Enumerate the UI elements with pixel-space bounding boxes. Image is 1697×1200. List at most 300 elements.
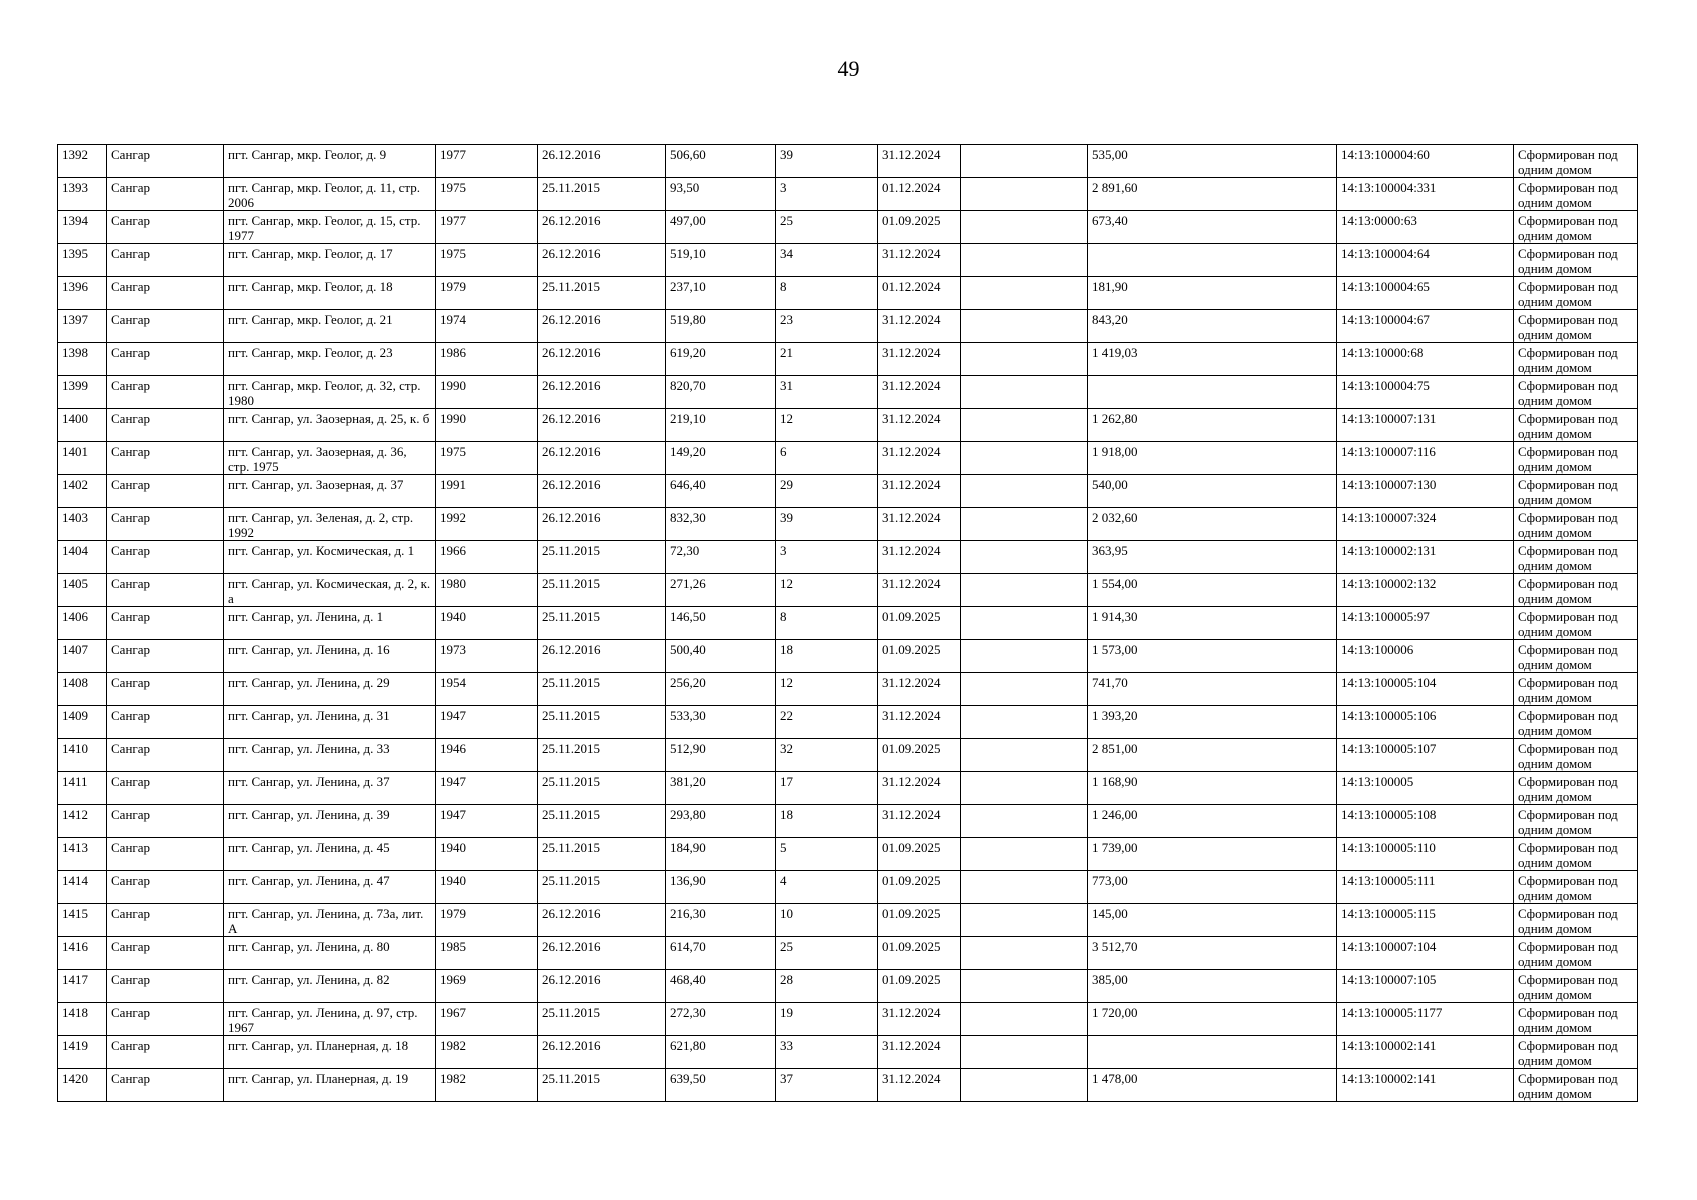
deadline-date-cell: 31.12.2024 xyxy=(878,442,961,475)
units-count-cell: 23 xyxy=(776,310,878,343)
empty-cell xyxy=(961,178,1088,211)
locality-cell: Сангар xyxy=(107,145,224,178)
year-built-cell: 1979 xyxy=(436,904,538,937)
deadline-date-cell: 31.12.2024 xyxy=(878,508,961,541)
note-cell: Сформирован под одним домом xyxy=(1514,805,1638,838)
note-cell: Сформирован под одним домом xyxy=(1514,277,1638,310)
table-row xyxy=(58,871,1638,904)
cost-cell: 145,00 xyxy=(1088,904,1337,937)
year-built-cell: 1977 xyxy=(436,145,538,178)
inclusion-date-cell: 26.12.2016 xyxy=(538,904,666,937)
area-cell: 500,40 xyxy=(666,640,776,673)
cadastral-number-cell: 14:13:100005:111 xyxy=(1337,871,1514,904)
deadline-date-cell: 01.09.2025 xyxy=(878,838,961,871)
table-row xyxy=(58,607,1638,640)
deadline-date-cell: 31.12.2024 xyxy=(878,145,961,178)
area-cell: 533,30 xyxy=(666,706,776,739)
cadastral-number-cell: 14:13:100004:67 xyxy=(1337,310,1514,343)
cost-cell xyxy=(1088,376,1337,409)
row-number-cell: 1413 xyxy=(58,838,107,871)
deadline-date-cell: 01.12.2024 xyxy=(878,178,961,211)
locality-cell: Сангар xyxy=(107,607,224,640)
row-number-cell: 1394 xyxy=(58,211,107,244)
deadline-date-cell: 31.12.2024 xyxy=(878,574,961,607)
cost-cell: 1 478,00 xyxy=(1088,1069,1337,1102)
row-number-cell: 1396 xyxy=(58,277,107,310)
cadastral-number-cell: 14:13:100005:104 xyxy=(1337,673,1514,706)
inclusion-date-cell: 25.11.2015 xyxy=(538,541,666,574)
empty-cell xyxy=(961,838,1088,871)
cadastral-number-cell: 14:13:100005 xyxy=(1337,772,1514,805)
year-built-cell: 1947 xyxy=(436,772,538,805)
deadline-date-cell: 01.09.2025 xyxy=(878,640,961,673)
cadastral-number-cell: 14:13:100002:141 xyxy=(1337,1036,1514,1069)
units-count-cell: 19 xyxy=(776,1003,878,1036)
address-cell: пгт. Сангар, мкр. Геолог, д. 18 xyxy=(224,277,436,310)
inclusion-date-cell: 25.11.2015 xyxy=(538,805,666,838)
cadastral-number-cell: 14:13:100007:130 xyxy=(1337,475,1514,508)
row-number-cell: 1392 xyxy=(58,145,107,178)
year-built-cell: 1990 xyxy=(436,376,538,409)
note-cell: Сформирован под одним домом xyxy=(1514,376,1638,409)
year-built-cell: 1980 xyxy=(436,574,538,607)
note-cell: Сформирован под одним домом xyxy=(1514,607,1638,640)
deadline-date-cell: 01.09.2025 xyxy=(878,970,961,1003)
deadline-date-cell: 31.12.2024 xyxy=(878,310,961,343)
deadline-date-cell: 31.12.2024 xyxy=(878,805,961,838)
empty-cell xyxy=(961,970,1088,1003)
empty-cell xyxy=(961,244,1088,277)
cadastral-number-cell: 14:13:100004:331 xyxy=(1337,178,1514,211)
units-count-cell: 18 xyxy=(776,805,878,838)
table-row xyxy=(58,739,1638,772)
cost-cell: 3 512,70 xyxy=(1088,937,1337,970)
deadline-date-cell: 31.12.2024 xyxy=(878,376,961,409)
address-cell: пгт. Сангар, мкр. Геолог, д. 11, стр. 2006 xyxy=(224,178,436,211)
year-built-cell: 1990 xyxy=(436,409,538,442)
row-number-cell: 1415 xyxy=(58,904,107,937)
deadline-date-cell: 01.09.2025 xyxy=(878,211,961,244)
area-cell: 256,20 xyxy=(666,673,776,706)
cost-cell: 1 168,90 xyxy=(1088,772,1337,805)
inclusion-date-cell: 25.11.2015 xyxy=(538,871,666,904)
row-number-cell: 1417 xyxy=(58,970,107,1003)
address-cell: пгт. Сангар, мкр. Геолог, д. 15, стр. 1977 xyxy=(224,211,436,244)
units-count-cell: 37 xyxy=(776,1069,878,1102)
cadastral-number-cell: 14:13:100007:105 xyxy=(1337,970,1514,1003)
cadastral-number-cell: 14:13:100007:324 xyxy=(1337,508,1514,541)
row-number-cell: 1400 xyxy=(58,409,107,442)
locality-cell: Сангар xyxy=(107,244,224,277)
cost-cell xyxy=(1088,244,1337,277)
row-number-cell: 1418 xyxy=(58,1003,107,1036)
empty-cell xyxy=(961,1036,1088,1069)
address-cell: пгт. Сангар, ул. Ленина, д. 73а, лит. А xyxy=(224,904,436,937)
year-built-cell: 1991 xyxy=(436,475,538,508)
units-count-cell: 17 xyxy=(776,772,878,805)
cost-cell: 181,90 xyxy=(1088,277,1337,310)
address-cell: пгт. Сангар, мкр. Геолог, д. 9 xyxy=(224,145,436,178)
inclusion-date-cell: 25.11.2015 xyxy=(538,706,666,739)
area-cell: 614,70 xyxy=(666,937,776,970)
locality-cell: Сангар xyxy=(107,277,224,310)
address-cell: пгт. Сангар, ул. Ленина, д. 37 xyxy=(224,772,436,805)
deadline-date-cell: 01.09.2025 xyxy=(878,607,961,640)
area-cell: 497,00 xyxy=(666,211,776,244)
cost-cell: 843,20 xyxy=(1088,310,1337,343)
inclusion-date-cell: 26.12.2016 xyxy=(538,376,666,409)
table-row xyxy=(58,442,1638,475)
empty-cell xyxy=(961,475,1088,508)
deadline-date-cell: 31.12.2024 xyxy=(878,1003,961,1036)
year-built-cell: 1982 xyxy=(436,1036,538,1069)
address-cell: пгт. Сангар, ул. Ленина, д. 1 xyxy=(224,607,436,640)
cost-cell: 1 246,00 xyxy=(1088,805,1337,838)
cost-cell: 535,00 xyxy=(1088,145,1337,178)
address-cell: пгт. Сангар, ул. Ленина, д. 39 xyxy=(224,805,436,838)
cadastral-number-cell: 14:13:100004:60 xyxy=(1337,145,1514,178)
area-cell: 146,50 xyxy=(666,607,776,640)
units-count-cell: 3 xyxy=(776,178,878,211)
cadastral-number-cell: 14:13:0000:63 xyxy=(1337,211,1514,244)
table-row xyxy=(58,1036,1638,1069)
inclusion-date-cell: 25.11.2015 xyxy=(538,574,666,607)
cost-cell: 1 393,20 xyxy=(1088,706,1337,739)
year-built-cell: 1967 xyxy=(436,1003,538,1036)
locality-cell: Сангар xyxy=(107,409,224,442)
units-count-cell: 6 xyxy=(776,442,878,475)
row-number-cell: 1403 xyxy=(58,508,107,541)
area-cell: 72,30 xyxy=(666,541,776,574)
inclusion-date-cell: 25.11.2015 xyxy=(538,739,666,772)
table-row xyxy=(58,310,1638,343)
cost-cell: 1 573,00 xyxy=(1088,640,1337,673)
area-cell: 216,30 xyxy=(666,904,776,937)
table-row xyxy=(58,772,1638,805)
inclusion-date-cell: 26.12.2016 xyxy=(538,244,666,277)
row-number-cell: 1407 xyxy=(58,640,107,673)
note-cell: Сформирован под одним домом xyxy=(1514,310,1638,343)
inclusion-date-cell: 26.12.2016 xyxy=(538,508,666,541)
row-number-cell: 1398 xyxy=(58,343,107,376)
inclusion-date-cell: 26.12.2016 xyxy=(538,145,666,178)
units-count-cell: 29 xyxy=(776,475,878,508)
area-cell: 512,90 xyxy=(666,739,776,772)
table-row xyxy=(58,904,1638,937)
deadline-date-cell: 31.12.2024 xyxy=(878,673,961,706)
units-count-cell: 12 xyxy=(776,409,878,442)
units-count-cell: 25 xyxy=(776,937,878,970)
cadastral-number-cell: 14:13:100002:131 xyxy=(1337,541,1514,574)
cadastral-number-cell: 14:13:100005:110 xyxy=(1337,838,1514,871)
locality-cell: Сангар xyxy=(107,1003,224,1036)
address-cell: пгт. Сангар, ул. Ленина, д. 45 xyxy=(224,838,436,871)
inclusion-date-cell: 26.12.2016 xyxy=(538,442,666,475)
empty-cell xyxy=(961,574,1088,607)
locality-cell: Сангар xyxy=(107,343,224,376)
cost-cell: 1 419,03 xyxy=(1088,343,1337,376)
deadline-date-cell: 31.12.2024 xyxy=(878,1036,961,1069)
locality-cell: Сангар xyxy=(107,937,224,970)
locality-cell: Сангар xyxy=(107,475,224,508)
units-count-cell: 31 xyxy=(776,376,878,409)
locality-cell: Сангар xyxy=(107,442,224,475)
cost-cell: 1 918,00 xyxy=(1088,442,1337,475)
note-cell: Сформирован под одним домом xyxy=(1514,772,1638,805)
address-cell: пгт. Сангар, ул. Ленина, д. 29 xyxy=(224,673,436,706)
deadline-date-cell: 01.09.2025 xyxy=(878,904,961,937)
empty-cell xyxy=(961,145,1088,178)
empty-cell xyxy=(961,772,1088,805)
year-built-cell: 1992 xyxy=(436,508,538,541)
year-built-cell: 1982 xyxy=(436,1069,538,1102)
area-cell: 219,10 xyxy=(666,409,776,442)
locality-cell: Сангар xyxy=(107,970,224,1003)
area-cell: 506,60 xyxy=(666,145,776,178)
row-number-cell: 1410 xyxy=(58,739,107,772)
note-cell: Сформирован под одним домом xyxy=(1514,409,1638,442)
note-cell: Сформирован под одним домом xyxy=(1514,442,1638,475)
inclusion-date-cell: 25.11.2015 xyxy=(538,607,666,640)
table-row xyxy=(58,640,1638,673)
units-count-cell: 10 xyxy=(776,904,878,937)
locality-cell: Сангар xyxy=(107,805,224,838)
deadline-date-cell: 01.09.2025 xyxy=(878,871,961,904)
table-row xyxy=(58,376,1638,409)
address-cell: пгт. Сангар, ул. Планерная, д. 19 xyxy=(224,1069,436,1102)
row-number-cell: 1409 xyxy=(58,706,107,739)
empty-cell xyxy=(961,871,1088,904)
year-built-cell: 1979 xyxy=(436,277,538,310)
area-cell: 519,10 xyxy=(666,244,776,277)
inclusion-date-cell: 25.11.2015 xyxy=(538,772,666,805)
row-number-cell: 1414 xyxy=(58,871,107,904)
deadline-date-cell: 31.12.2024 xyxy=(878,409,961,442)
note-cell: Сформирован под одним домом xyxy=(1514,178,1638,211)
empty-cell xyxy=(961,937,1088,970)
address-cell: пгт. Сангар, ул. Космическая, д. 2, к. а xyxy=(224,574,436,607)
inclusion-date-cell: 26.12.2016 xyxy=(538,310,666,343)
locality-cell: Сангар xyxy=(107,640,224,673)
note-cell: Сформирован под одним домом xyxy=(1514,475,1638,508)
cadastral-number-cell: 14:13:100005:115 xyxy=(1337,904,1514,937)
row-number-cell: 1405 xyxy=(58,574,107,607)
locality-cell: Сангар xyxy=(107,541,224,574)
note-cell: Сформирован под одним домом xyxy=(1514,970,1638,1003)
empty-cell xyxy=(961,211,1088,244)
table-row xyxy=(58,1069,1638,1102)
cost-cell: 540,00 xyxy=(1088,475,1337,508)
inclusion-date-cell: 26.12.2016 xyxy=(538,409,666,442)
area-cell: 93,50 xyxy=(666,178,776,211)
inclusion-date-cell: 26.12.2016 xyxy=(538,970,666,1003)
note-cell: Сформирован под одним домом xyxy=(1514,1036,1638,1069)
deadline-date-cell: 31.12.2024 xyxy=(878,541,961,574)
area-cell: 184,90 xyxy=(666,838,776,871)
inclusion-date-cell: 25.11.2015 xyxy=(538,1069,666,1102)
locality-cell: Сангар xyxy=(107,1036,224,1069)
deadline-date-cell: 31.12.2024 xyxy=(878,475,961,508)
units-count-cell: 32 xyxy=(776,739,878,772)
units-count-cell: 8 xyxy=(776,607,878,640)
table-row xyxy=(58,805,1638,838)
cost-cell: 1 554,00 xyxy=(1088,574,1337,607)
cost-cell: 385,00 xyxy=(1088,970,1337,1003)
table-row xyxy=(58,673,1638,706)
note-cell: Сформирован под одним домом xyxy=(1514,871,1638,904)
deadline-date-cell: 01.09.2025 xyxy=(878,937,961,970)
note-cell: Сформирован под одним домом xyxy=(1514,937,1638,970)
address-cell: пгт. Сангар, ул. Заозерная, д. 25, к. б xyxy=(224,409,436,442)
cost-cell: 1 914,30 xyxy=(1088,607,1337,640)
row-number-cell: 1416 xyxy=(58,937,107,970)
row-number-cell: 1401 xyxy=(58,442,107,475)
table-row xyxy=(58,937,1638,970)
deadline-date-cell: 31.12.2024 xyxy=(878,1069,961,1102)
cadastral-number-cell: 14:13:100005:1177 xyxy=(1337,1003,1514,1036)
table-row xyxy=(58,409,1638,442)
area-cell: 646,40 xyxy=(666,475,776,508)
empty-cell xyxy=(961,343,1088,376)
year-built-cell: 1975 xyxy=(436,442,538,475)
table-row xyxy=(58,706,1638,739)
note-cell: Сформирован под одним домом xyxy=(1514,1003,1638,1036)
table-body xyxy=(58,145,1638,1102)
locality-cell: Сангар xyxy=(107,1069,224,1102)
units-count-cell: 12 xyxy=(776,673,878,706)
empty-cell xyxy=(961,739,1088,772)
cadastral-number-cell: 14:13:100002:141 xyxy=(1337,1069,1514,1102)
cadastral-number-cell: 14:13:100006 xyxy=(1337,640,1514,673)
year-built-cell: 1946 xyxy=(436,739,538,772)
units-count-cell: 5 xyxy=(776,838,878,871)
table-row xyxy=(58,277,1638,310)
note-cell: Сформирован под одним домом xyxy=(1514,145,1638,178)
inclusion-date-cell: 25.11.2015 xyxy=(538,1003,666,1036)
note-cell: Сформирован под одним домом xyxy=(1514,574,1638,607)
cadastral-number-cell: 14:13:100007:131 xyxy=(1337,409,1514,442)
row-number-cell: 1404 xyxy=(58,541,107,574)
cadastral-number-cell: 14:13:100005:106 xyxy=(1337,706,1514,739)
empty-cell xyxy=(961,376,1088,409)
year-built-cell: 1954 xyxy=(436,673,538,706)
note-cell: Сформирован под одним домом xyxy=(1514,1069,1638,1102)
cost-cell: 2 851,00 xyxy=(1088,739,1337,772)
units-count-cell: 12 xyxy=(776,574,878,607)
units-count-cell: 8 xyxy=(776,277,878,310)
address-cell: пгт. Сангар, ул. Ленина, д. 82 xyxy=(224,970,436,1003)
units-count-cell: 21 xyxy=(776,343,878,376)
deadline-date-cell: 31.12.2024 xyxy=(878,343,961,376)
locality-cell: Сангар xyxy=(107,310,224,343)
cost-cell: 2 032,60 xyxy=(1088,508,1337,541)
inclusion-date-cell: 25.11.2015 xyxy=(538,673,666,706)
note-cell: Сформирован под одним домом xyxy=(1514,739,1638,772)
locality-cell: Сангар xyxy=(107,178,224,211)
cadastral-number-cell: 14:13:100005:107 xyxy=(1337,739,1514,772)
cadastral-number-cell: 14:13:100007:104 xyxy=(1337,937,1514,970)
note-cell: Сформирован под одним домом xyxy=(1514,343,1638,376)
year-built-cell: 1940 xyxy=(436,607,538,640)
empty-cell xyxy=(961,607,1088,640)
deadline-date-cell: 01.12.2024 xyxy=(878,277,961,310)
inclusion-date-cell: 26.12.2016 xyxy=(538,937,666,970)
units-count-cell: 25 xyxy=(776,211,878,244)
inclusion-date-cell: 25.11.2015 xyxy=(538,178,666,211)
locality-cell: Сангар xyxy=(107,508,224,541)
locality-cell: Сангар xyxy=(107,904,224,937)
cadastral-number-cell: 14:13:100004:64 xyxy=(1337,244,1514,277)
units-count-cell: 33 xyxy=(776,1036,878,1069)
locality-cell: Сангар xyxy=(107,211,224,244)
area-cell: 832,30 xyxy=(666,508,776,541)
row-number-cell: 1419 xyxy=(58,1036,107,1069)
area-cell: 136,90 xyxy=(666,871,776,904)
locality-cell: Сангар xyxy=(107,739,224,772)
address-cell: пгт. Сангар, ул. Заозерная, д. 36, стр. 1975 xyxy=(224,442,436,475)
cadastral-number-cell: 14:13:10000:68 xyxy=(1337,343,1514,376)
table-row xyxy=(58,970,1638,1003)
address-cell: пгт. Сангар, ул. Ленина, д. 47 xyxy=(224,871,436,904)
address-cell: пгт. Сангар, мкр. Геолог, д. 21 xyxy=(224,310,436,343)
row-number-cell: 1397 xyxy=(58,310,107,343)
cadastral-number-cell: 14:13:100002:132 xyxy=(1337,574,1514,607)
cost-cell: 773,00 xyxy=(1088,871,1337,904)
row-number-cell: 1406 xyxy=(58,607,107,640)
year-built-cell: 1947 xyxy=(436,706,538,739)
deadline-date-cell: 31.12.2024 xyxy=(878,244,961,277)
empty-cell xyxy=(961,310,1088,343)
table-row xyxy=(58,244,1638,277)
empty-cell xyxy=(961,706,1088,739)
area-cell: 237,10 xyxy=(666,277,776,310)
table-row xyxy=(58,343,1638,376)
address-cell: пгт. Сангар, ул. Планерная, д. 18 xyxy=(224,1036,436,1069)
table-row xyxy=(58,838,1638,871)
inclusion-date-cell: 26.12.2016 xyxy=(538,640,666,673)
housing-registry-table xyxy=(57,144,1638,1102)
table-row xyxy=(58,541,1638,574)
year-built-cell: 1977 xyxy=(436,211,538,244)
table-row xyxy=(58,508,1638,541)
units-count-cell: 28 xyxy=(776,970,878,1003)
locality-cell: Сангар xyxy=(107,673,224,706)
cadastral-number-cell: 14:13:100004:75 xyxy=(1337,376,1514,409)
row-number-cell: 1411 xyxy=(58,772,107,805)
locality-cell: Сангар xyxy=(107,376,224,409)
area-cell: 272,30 xyxy=(666,1003,776,1036)
units-count-cell: 39 xyxy=(776,508,878,541)
note-cell: Сформирован под одним домом xyxy=(1514,508,1638,541)
year-built-cell: 1966 xyxy=(436,541,538,574)
area-cell: 149,20 xyxy=(666,442,776,475)
area-cell: 468,40 xyxy=(666,970,776,1003)
empty-cell xyxy=(961,805,1088,838)
year-built-cell: 1985 xyxy=(436,937,538,970)
cadastral-number-cell: 14:13:100005:97 xyxy=(1337,607,1514,640)
row-number-cell: 1393 xyxy=(58,178,107,211)
note-cell: Сформирован под одним домом xyxy=(1514,640,1638,673)
area-cell: 639,50 xyxy=(666,1069,776,1102)
locality-cell: Сангар xyxy=(107,772,224,805)
address-cell: пгт. Сангар, мкр. Геолог, д. 23 xyxy=(224,343,436,376)
cost-cell xyxy=(1088,1036,1337,1069)
locality-cell: Сангар xyxy=(107,574,224,607)
cost-cell: 1 720,00 xyxy=(1088,1003,1337,1036)
units-count-cell: 3 xyxy=(776,541,878,574)
cost-cell: 1 739,00 xyxy=(1088,838,1337,871)
inclusion-date-cell: 26.12.2016 xyxy=(538,475,666,508)
